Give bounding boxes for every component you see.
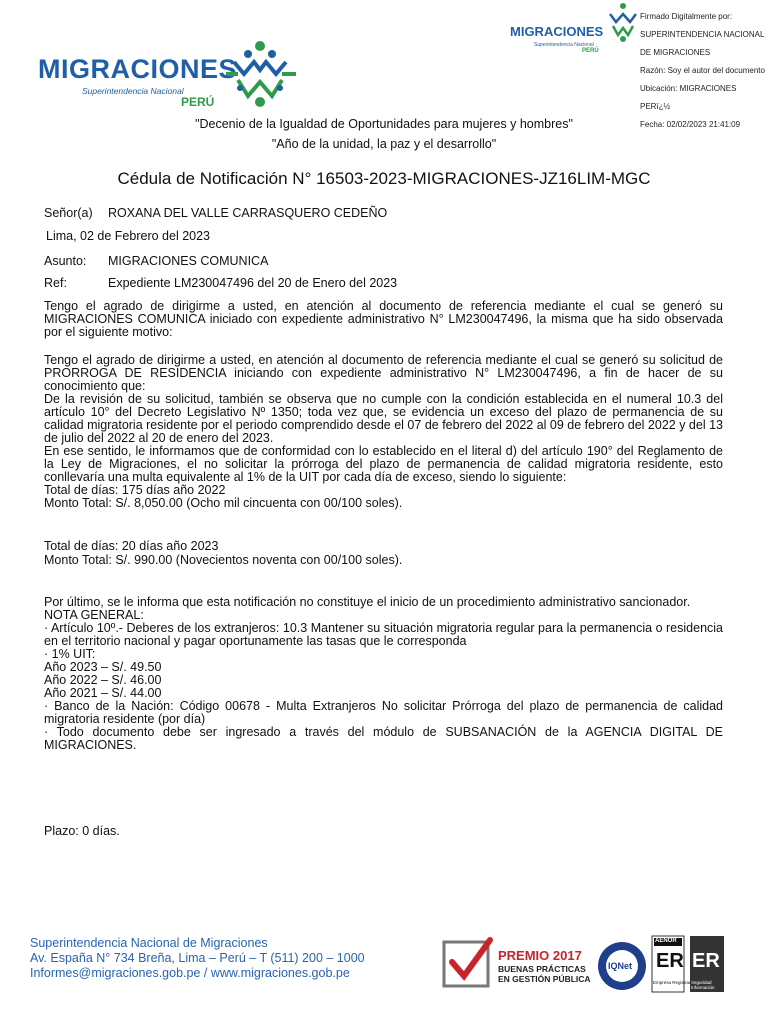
aenor-label: AENOR — [655, 938, 677, 944]
body-paragraph-1: Tengo el agrado de dirigirme a usted, en atención al documento de referencia mediante el cual se generó su solicitud de PRORROGA DE RESIDENCIA iniciando con expediente administrativo N° LM230047496, a fin de hacer de su conocimiento que: — [44, 353, 723, 393]
signature-line: Ubicación: MIGRACIONES — [640, 84, 737, 93]
amount-2022: Monto Total: S/. 8,050.00 (Ocho mil cincuenta con 00/100 soles). — [44, 496, 403, 510]
total-days-2023: Total de días: 20 días año 2023 — [44, 539, 219, 553]
decade-quote: "Decenio de la Igualdad de Oportunidades para mujeres y hombres" — [195, 117, 573, 131]
signature-line: Firmado Digitalmente por: — [640, 12, 733, 21]
logo-country: PERÚ — [181, 95, 215, 109]
note-digital-agency: · Todo documento debe ser ingresado a través del módulo de SUBSANACIÓN de la AGENCIA DIGITAL DE MIGRACIONES. — [44, 725, 723, 752]
body-paragraph-3: En ese sentido, le informamos que de conformidad con lo establecido en el literal d) del artículo 190° del Reglamento de la Ley de Migraciones, el no solicitar la prórroga del plazo de permanencia de calidad migratoria residente, esto conllevaría una multa equivalente al 1% de la UIT por cada día de exceso, siendo lo siguiente: — [44, 444, 723, 484]
er-mark: ER — [656, 950, 684, 972]
footer-links: Informes@migraciones.gob.pe / www.migraciones.gob.pe — [30, 966, 350, 980]
uit-2021: Año 2021 – S/. 44.00 — [44, 686, 162, 700]
subject-label: Asunto: — [44, 254, 87, 268]
logo-subtitle: Superintendencia Nacional — [82, 86, 184, 96]
er-caption: Empresa Registrada — [653, 980, 695, 985]
total-days-2022: Total de días: 175 días año 2022 — [44, 483, 226, 497]
footer-address: Av. España N° 734 Breña, Lima – Perú – T (511) 200 – 1000 — [30, 951, 365, 965]
document-title: Cédula de Notificación N° 16503-2023-MIGRACIONES-JZ16LIM-MGC — [117, 169, 651, 188]
document-date: Lima, 02 de Febrero del 2023 — [46, 229, 210, 243]
intro-paragraph — [44, 300, 723, 339]
body-paragraph-2: De la revisión de su solicitud, también se observa que no cumple con la condición establecida en el numeral 10.3 del artículo 10° del Decreto Legislativo Nº 1350; toda vez que, se evidencia un exceso del plazo de permanencia de su calidad migratoria residente por el periodo comprendido desde el 07 de febrero del 2022 al 09 de febrero del 2022 y del 13 de julio del 2022 al 20 de enero del 2023. — [44, 392, 723, 445]
deadline-text: Plazo: 0 días. — [44, 824, 120, 838]
main-body — [44, 354, 723, 510]
closing-text: Por último, se le informa que esta notificación no constituye el inicio de un procedimiento administrativo sancionador. — [44, 595, 691, 609]
premio-line-2: EN GESTIÓN PÚBLICA — [498, 974, 591, 984]
note-general-title: NOTA GENERAL: — [44, 608, 144, 622]
footer-institution: Superintendencia Nacional de Migraciones — [30, 936, 268, 950]
notes-section — [44, 596, 723, 752]
note-article-10: · Artículo 10º.- Deberes de los extranjeros: 10.3 Mantener su situación migratoria regular para la permanencia o residencia en el territorio nacional y pagar oportunamente las tasas que le corresponda — [44, 621, 723, 648]
signature-line: Fecha: 02/02/2023 21:41:09 — [640, 120, 741, 129]
uit-2022: Año 2022 – S/. 46.00 — [44, 673, 162, 687]
note-uit-title: · 1% UIT: — [44, 647, 96, 661]
amount-2023: Monto Total: S/. 990.00 (Novecientos noventa con 00/100 soles). — [44, 553, 403, 567]
iqnet-label: IQNet — [608, 961, 633, 971]
recipient-label: Señor(a) — [44, 206, 93, 220]
intro-text: Tengo el agrado de dirigirme a usted, en atención al documento de referencia mediante el cual se generó su MIGRACIONES COMUNICA iniciado con expediente administrativo N° LM230047496, la misma que ha sido observada por el siguiente motivo: — [44, 299, 723, 339]
year-quote: "Año de la unidad, la paz y el desarrollo" — [271, 137, 497, 151]
signature-line: PERï¿½ — [640, 102, 671, 111]
signature-emblem-icon — [606, 2, 640, 42]
certification-badges — [442, 934, 727, 994]
footer-contact — [30, 936, 365, 981]
premio-title: PREMIO 2017 — [498, 948, 582, 963]
migraciones-logo — [38, 40, 308, 110]
note-bank: · Banco de la Nación: Código 00678 - Multa Extranjeros No solicitar Prórroga del plazo de permanencia de calidad migratoria residente (por día) — [44, 699, 723, 726]
logo-brand-text: MIGRACIONES — [38, 54, 238, 84]
signature-logo-brand: MIGRACIONES — [510, 24, 604, 39]
uit-2023: Año 2023 – S/. 49.50 — [44, 660, 162, 674]
er-mark-security: ER — [692, 950, 720, 972]
signature-line: DE MIGRACIONES — [640, 48, 711, 57]
signature-line: SUPERINTENDENCIA NACIONAL — [640, 30, 765, 39]
er-security-caption: Seguridad Información — [691, 980, 715, 990]
signature-line: Razón: Soy el autor del documento — [640, 66, 765, 75]
premio-line-1: BUENAS PRÁCTICAS — [498, 964, 586, 974]
reference-label: Ref: — [44, 276, 67, 290]
recipient-name: ROXANA DEL VALLE CARRASQUERO CEDEÑO — [108, 206, 388, 220]
digital-signature-stamp — [510, 0, 768, 129]
migraciones-emblem-icon — [220, 40, 300, 108]
reference-value: Expediente LM230047496 del 20 de Enero del 2023 — [108, 276, 398, 290]
signature-logo-subtitle: Superintendencia Nacional — [534, 42, 594, 48]
subject-value: MIGRACIONES COMUNICA — [108, 254, 269, 268]
signature-logo-country: PERÚ — [582, 48, 599, 54]
